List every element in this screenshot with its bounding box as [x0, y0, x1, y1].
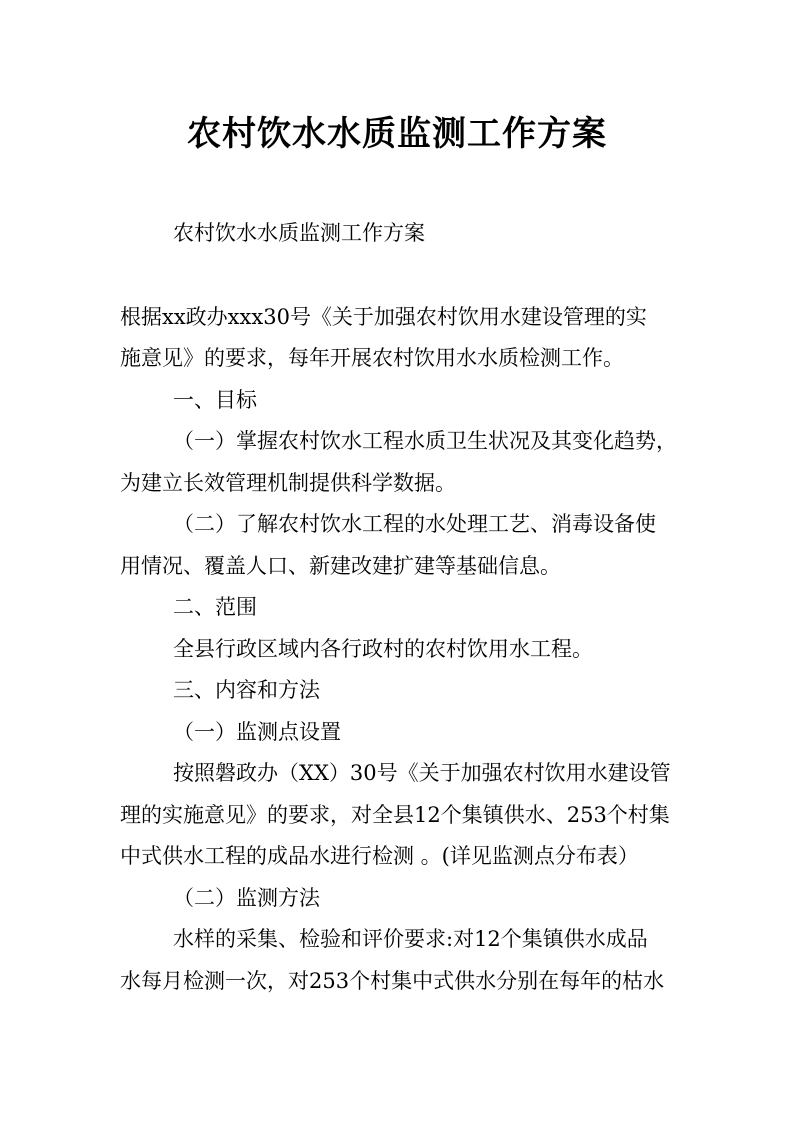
section-heading: 二、范围 — [173, 595, 257, 619]
subsection-heading: （一）监测点设置 — [173, 720, 341, 744]
section-heading: 三、内容和方法 — [173, 678, 320, 702]
paragraph-line: 中式供水工程的成品水进行检测 。(详见监测点分布表） — [120, 844, 639, 868]
paragraph-line: 用情况、覆盖人口、新建改建扩建等基础信息。 — [120, 554, 561, 578]
paragraph-line: 全县行政区域内各行政村的农村饮用水工程。 — [173, 637, 593, 661]
paragraph-line: 理的实施意见》的要求，对全县12个集镇供水、253个村集 — [120, 803, 670, 827]
subsection-heading: （二）监测方法 — [173, 886, 320, 910]
paragraph-line: （二）了解农村饮水工程的水处理工艺、消毒设备使 — [173, 512, 656, 536]
paragraph-line: 按照磐政办（XX）30号《关于加强农村饮用水建设管 — [173, 761, 671, 785]
paragraph-line: 为建立长效管理机制提供科学数据。 — [120, 471, 456, 495]
paragraph-line: 施意见》的要求，每年开展农村饮用水水质检测工作。 — [120, 346, 624, 370]
document-title: 农村饮水水质监测工作方案 — [187, 114, 607, 154]
section-heading: 一、目标 — [173, 388, 257, 412]
paragraph-line: 水样的采集、检验和评价要求:对12个集镇供水成品 — [173, 927, 648, 951]
paragraph-line: （一）掌握农村饮水工程水质卫生状况及其变化趋势， — [173, 429, 677, 453]
paragraph-line: 水每月检测一次，对253个村集中式供水分别在每年的枯水 — [120, 969, 665, 993]
subtitle-line: 农村饮水水质监测工作方案 — [173, 221, 425, 245]
paragraph-line: 根据xx政办xxx30号《关于加强农村饮用水建设管理的实 — [120, 305, 647, 329]
